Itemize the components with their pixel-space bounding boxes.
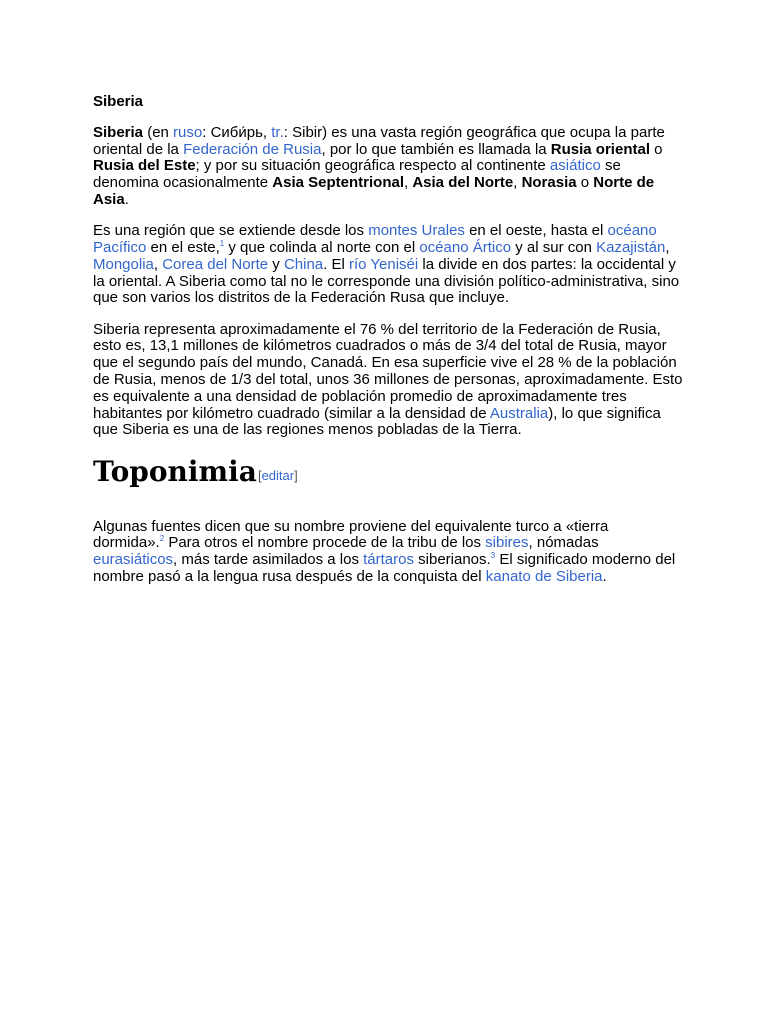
link-australia[interactable]: Australia [489, 404, 549, 422]
text-run: (en [143, 123, 174, 141]
text-run: . [602, 567, 607, 585]
text-run: . El [323, 255, 349, 273]
bold-term: Norte de Asia [93, 174, 655, 208]
text-run: siberianos. [413, 551, 491, 569]
text-run: Algunas fuentes dicen que su nombre proviene del equivalente turco a «tierra dormida». [93, 517, 609, 552]
intro-paragraph [93, 125, 683, 209]
text-run: , [513, 174, 522, 192]
link-rio-yenisei[interactable]: río Yeniséi [349, 255, 419, 273]
reference-3[interactable]: 3 [490, 551, 496, 561]
edit-section-link-group [258, 468, 298, 483]
text-run: la divide en dos partes: la occidental y la oriental. A Siberia como tal no le corresponde una división político-administrativa, sino que son varios los distritos de la Federación Rusa que incluye. [93, 255, 680, 307]
text-run: y que colinda al norte con el [224, 238, 420, 256]
bold-term: Rusia del Este [93, 157, 196, 175]
bold-term: Norasia [521, 174, 577, 192]
link-asiatico[interactable]: asiático [549, 157, 601, 175]
bold-term: Asia del Norte [412, 174, 514, 192]
text-run: Siberia representa aproximadamente el 76 % del territorio de la Federación de Rusia, esto es, 13,1 millones de kilómetros cuadrados o más de 3/4 del total de Rusia, mayor que el segundo país del mundo, Canadá. En esa superficie vive el 28 % de la población de Rusia, menos de 1/3 del total, unos 36 millones de personas, aproximadamente. Esto es equivalente a una densidad de población promedio de aproximadamente tres habitantes por kilómetro cuadrado (similar a la densidad de [93, 320, 683, 422]
text-run: o [650, 140, 663, 158]
text-run: , [665, 238, 670, 256]
bracket-open: [ [257, 467, 262, 483]
text-run: y al sur con [511, 238, 597, 256]
bold-term: Siberia [93, 123, 144, 141]
geography-paragraph [93, 223, 683, 307]
bracket-close: ] [294, 467, 298, 483]
edit-section-link[interactable]: editar [261, 467, 295, 483]
text-run: , por lo que también es llamada la [321, 140, 551, 158]
bold-term: Rusia oriental [550, 140, 650, 158]
text-run: y [268, 255, 284, 273]
link-ruso[interactable]: ruso [173, 123, 203, 141]
link-china[interactable]: China [283, 255, 324, 273]
link-eurasiaticos[interactable]: eurasiáticos [93, 551, 174, 569]
text-run: ), lo que significa que Siberia es una de las regiones menos pobladas de la Tierra. [93, 404, 661, 439]
text-run: en el oeste, hasta el [464, 222, 608, 240]
link-corea-del-norte[interactable]: Corea del Norte [162, 255, 269, 273]
text-run: El significado moderno del nombre pasó a la lengua rusa después de la conquista del [93, 551, 676, 585]
text-run: Para otros el nombre procede de la tribu de los [164, 534, 486, 552]
reference-1[interactable]: 1 [219, 238, 225, 248]
bold-term: Asia Septentrional [272, 174, 404, 192]
text-run: o [576, 174, 594, 192]
text-run: , más tarde asimilados a los [173, 551, 364, 569]
link-kazajistan[interactable]: Kazajistán [596, 238, 666, 256]
link-montes-urales[interactable]: montes Urales [368, 222, 465, 240]
text-run: en el este, [146, 238, 220, 256]
article [93, 94, 683, 600]
link-oceano-pacifico[interactable]: océano Pacífico [93, 222, 657, 256]
link-transliteration[interactable]: tr. [271, 123, 284, 141]
link-kanato-de-siberia[interactable]: kanato de Siberia [485, 567, 603, 585]
link-tartaros[interactable]: tártaros [363, 551, 414, 569]
section-heading-toponimia [93, 454, 683, 494]
text-run: . [124, 190, 129, 208]
section-heading-text: Toponimia [93, 454, 257, 488]
text-run: se denomina ocasionalmente [93, 157, 621, 192]
text-run: , [404, 174, 413, 192]
text-run: , [153, 255, 163, 273]
link-oceano-artico[interactable]: océano Ártico [419, 238, 512, 256]
text-run: Es una región que se extiende desde los [93, 222, 369, 240]
population-paragraph [93, 322, 683, 440]
link-sibires[interactable]: sibires [485, 534, 529, 552]
reference-2[interactable]: 2 [159, 534, 165, 544]
text-run: : Сиби́рь, [202, 123, 272, 141]
text-run: , nómadas [528, 534, 599, 552]
document-title: Siberia [93, 93, 144, 110]
text-run: : Sibir) es una vasta región geográfica que ocupa la parte oriental de la [93, 123, 665, 158]
link-federacion-de-rusia[interactable]: Federación de Rusia [183, 140, 322, 158]
toponymy-paragraph [93, 519, 683, 586]
text-run: ; y por su situación geográfica respecto al continente [195, 157, 550, 175]
link-mongolia[interactable]: Mongolia [93, 255, 154, 273]
